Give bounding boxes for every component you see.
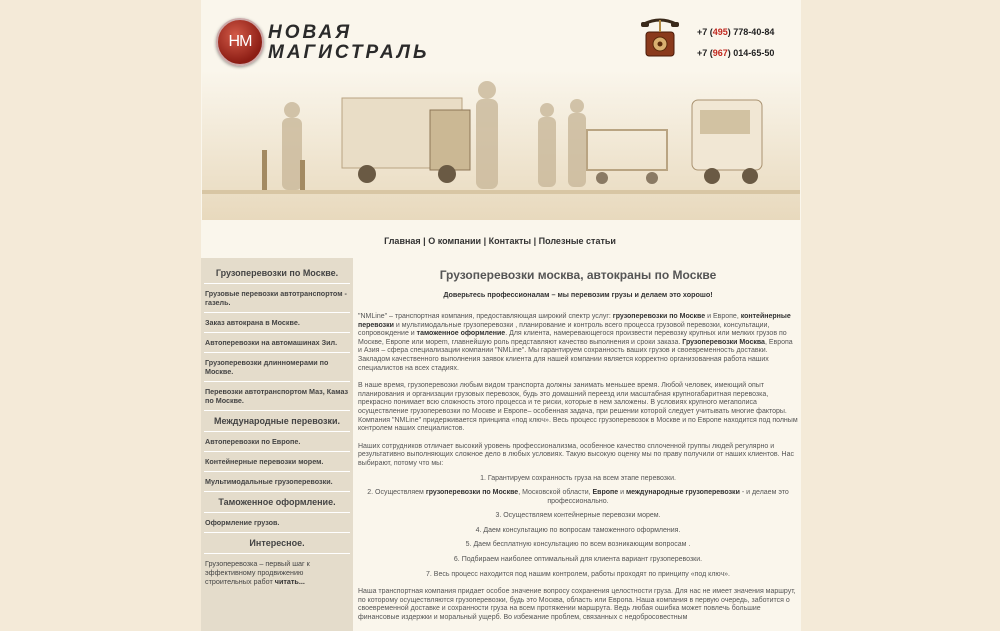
- site-logo[interactable]: [216, 18, 446, 70]
- paragraph-3: Наших сотрудников отличает высокий уровень профессионализма, особенное качество сплоченной группы людей регулярно и результативно выполняющих сложное дело в любых условиях. Такую высокую оценку мы по праву получили от наших клиентов. Нас выбирают, потому что мы:: [358, 442, 794, 467]
- main-nav: Главная | О компании | Контакты | Полезные статьи: [384, 236, 616, 246]
- sidebar-teaser: Грузоперевозка – первый шаг к эффективному продвижению строительных работ читать...: [205, 559, 310, 586]
- page-subtitle: Доверьтесь профессионалам – мы перевозим грузы и делаем это хорошо!: [443, 290, 713, 299]
- sidebar: [201, 258, 353, 631]
- logo-text-line2: МАГИСТРАЛЬ: [268, 42, 430, 63]
- sidebar-item-zil[interactable]: Автоперевозки на автомашинах Зил.: [205, 338, 338, 347]
- sidebar-item-cargo-clearance[interactable]: Оформление грузов.: [205, 518, 280, 527]
- list-item: 6. Подбираем наиболее оптимальный для клиента вариант грузоперевозки.: [453, 556, 703, 564]
- list-item: 3. Осуществляем контейнерные перевозки морем.: [495, 512, 661, 520]
- sidebar-item-longtrucks[interactable]: Грузоперевозки длинномерами по Москве.: [205, 358, 329, 376]
- sidebar-heading-interesting: Интересное.: [249, 538, 305, 548]
- list-item: 2. Осуществляем грузоперевозки по Москве, Московской области, Европе и международные грузоперевозки - и делаем это профессионально.: [367, 489, 789, 505]
- paragraph-4: Наша транспортная компания придает особое значение вопросу сохранения целостности груза. Для нас не имеет значения маршрут, по которому осуществляются грузоперевозки, будь это Москва, область или Европа. Наша компания в первую очередь, заботится о своевременной доставке и сохранности груза на всем протяжении маршрута. Ведь любая ошибка может повлечь большие финансовые издержки и моральный ущерб. Во избежание проблем, связанных с недобросовестным: [358, 588, 796, 622]
- nav-home[interactable]: Главная: [384, 236, 421, 246]
- nav-contacts[interactable]: Контакты: [488, 236, 532, 246]
- phone-2[interactable]: +7 (967) 014-65-50: [697, 48, 775, 58]
- sidebar-item-multimodal[interactable]: Мультимодальные грузоперевозки.: [205, 477, 333, 486]
- telephone-icon: [638, 14, 682, 60]
- page-title: Грузоперевозки москва, автокраны по Москве: [439, 268, 717, 282]
- phone-1[interactable]: +7 (495) 778-40-84: [697, 27, 775, 37]
- read-more-link[interactable]: читать...: [274, 577, 305, 586]
- sidebar-item-crane[interactable]: Заказ автокрана в Москве.: [205, 318, 300, 327]
- main-content: [358, 268, 798, 623]
- sidebar-heading-moscow: Грузоперевозки по Москве.: [215, 268, 339, 278]
- sidebar-item-sea[interactable]: Контейнерные перевозки морем.: [205, 457, 324, 466]
- sidebar-item-maz-kamaz[interactable]: Перевозки автотранспортом Маз, Камаз по Москве.: [205, 387, 349, 405]
- sidebar-heading-international: Международные перевозки.: [214, 416, 340, 426]
- list-item: 5. Даем бесплатную консультацию по всем возникающим вопросам .: [465, 541, 691, 549]
- list-item: 4. Даем консультацию по вопросам таможенного оформления.: [475, 526, 681, 534]
- nav-articles[interactable]: Полезные статьи: [538, 236, 616, 246]
- logo-mark: НМ: [216, 18, 264, 66]
- sidebar-heading-customs: Таможенное оформление.: [218, 497, 336, 507]
- sidebar-item-europe[interactable]: Автоперевозки по Европе.: [205, 437, 301, 446]
- nav-about[interactable]: О компании: [428, 236, 482, 246]
- sidebar-item-gazel[interactable]: Грузовые перевозки автотранспортом - газель.: [205, 289, 347, 307]
- trucks-banner-image: [202, 70, 800, 220]
- paragraph-2: В наше время, грузоперевозки любым видом транспорта должны занимать меньшее время. Любой человек, имеющий опыт планирования и организации грузовых перевозок, будь это домашний переезд или масштабная крупногабаритная перевозка, прекрасно понимает всю сложность этого процесса и те риски, которые в нем заложены. В условиях крупного мегаполиса осуществление грузоперевозки по Москве и Европе– особенная задача, при решении которой следует учитывать многие факторы. Компания "NMLine" придерживается принципа «под ключ». Весь процесс грузоперевозок в Москве и по Европе находится под полным контролем наших специалистов.: [358, 382, 798, 433]
- list-item: 7. Весь процесс находится под нашим контролем, работы проходят по принципу «под ключ».: [426, 570, 730, 578]
- logo-text-line1: НОВАЯ: [268, 22, 353, 43]
- intro-paragraph: "NMLine" – транспортная компания, предоставляющая широкий спектр услуг: грузоперевозки по Москве и Европе, контейнерные перевозки и мультимодальные грузоперевозки , планирование и контроль всего процесса грузовой перевозки, консультации, сопровождение и таможенное оформление. Для клиента, намеревающегося произвести перевозку крупных или мелких грузов по Москве, Европе или мореm, главнейшую роль представляют качество выполнения и сроки заказа. Грузоперевозки Москва, Европа и Азия – сфера специализации компании "NMLine". Мы гарантируем сохранность ваших грузов и своевременность доставки. Закладом качественного выполнения заявок клиента для нашей компании является корректно организованная работа наших специалистов на всех стадиях.: [358, 313, 793, 372]
- phone-numbers: [697, 22, 774, 64]
- list-item: 1. Гарантируем сохранность груза на всем этапе перевозки.: [480, 474, 676, 482]
